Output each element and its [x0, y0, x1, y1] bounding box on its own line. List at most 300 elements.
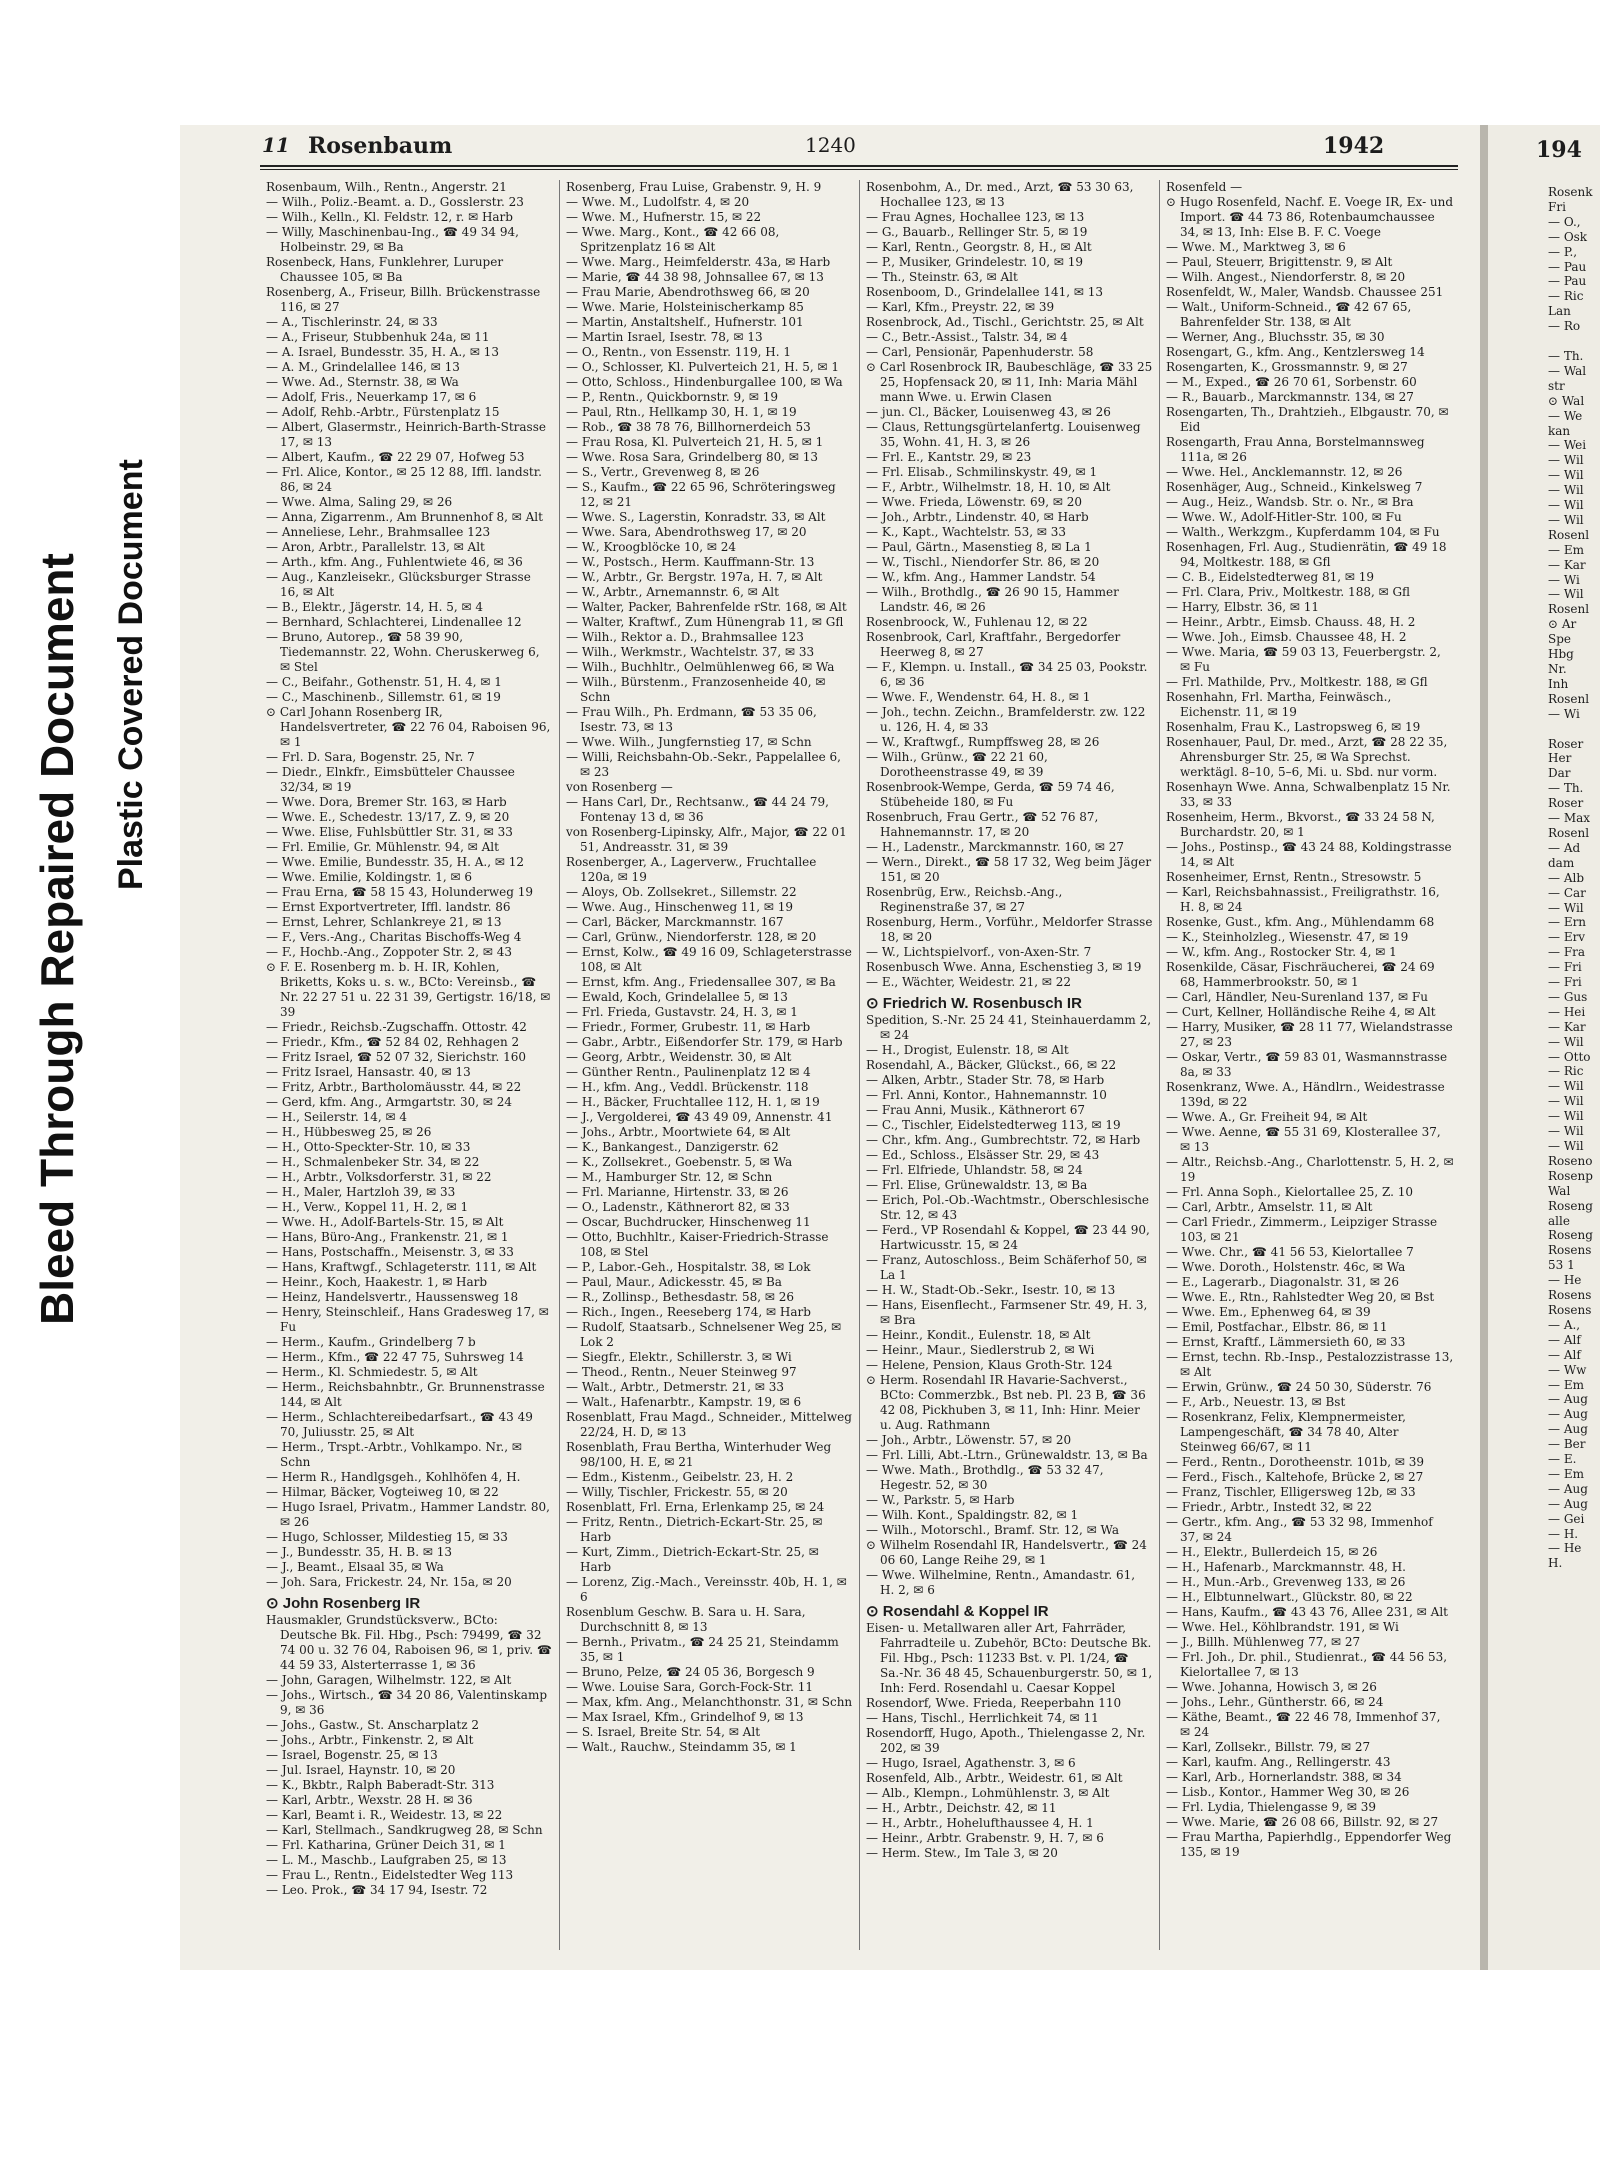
next-page-fragment	[1548, 334, 1600, 349]
directory-entry: Rosenheimer, Ernst, Rentn., Stresowstr. 5	[1166, 870, 1422, 884]
directory-entry: — Georg, Arbtr., Weidenstr. 30, ✉ Alt	[566, 1050, 792, 1064]
directory-entry: — Wwe. Dora, Bremer Str. 163, ✉ Harb	[266, 795, 507, 809]
directory-entry: — Willi, Reichsbahn-Ob.-Sekr., Pappelallee 6, ✉ 23	[566, 750, 841, 779]
directory-entry: — H., Elektr., Bullerdeich 15, ✉ 26	[1166, 1545, 1378, 1559]
directory-entry: — Walt., Uniform-Schneid., ☎ 42 67 65, Bahrenfelder Str. 138, ✉ Alt	[1166, 300, 1412, 329]
directory-entry: — Frl. D. Sara, Bogenstr. 25, Nr. 7	[266, 750, 475, 764]
next-page-fragment: — Alb	[1548, 870, 1584, 885]
directory-entry: — Walt., Hafenarbtr., Kampstr. 19, ✉ 6	[566, 1395, 802, 1409]
stamp-bleed-through: Bleed Through Repaired Document	[31, 553, 83, 1325]
next-page-fragment: — Wil	[1548, 483, 1584, 498]
directory-entry: — R., Zollinsp., Bethesdastr. 58, ✉ 26	[566, 1290, 795, 1304]
directory-entry: — Ernst Exportvertreter, Iffl. landstr. 86	[266, 900, 511, 914]
directory-entry: — Ernst, Kolw., ☎ 49 16 09, Schlageterstrasse 108, ✉ Alt	[566, 945, 852, 974]
directory-entry: — Frau L., Rentn., Eidelstedter Weg 113	[266, 1868, 514, 1882]
directory-entry: — Walt., Arbtr., Detmerstr. 21, ✉ 33	[566, 1380, 784, 1394]
next-page-fragment: — He	[1548, 1541, 1582, 1556]
directory-entry: Rosenhauer, Paul, Dr. med., Arzt, ☎ 28 22 35, Ahrensburger Str. 25, ✉ Wa Sprechst. werktägl. 8–10, 5–6, Mi. u. Sbd. nur vorm.	[1166, 735, 1448, 779]
directory-entry: Rosenburg, Herm., Vorführ., Meldorfer Strasse 18, ✉ 20	[866, 915, 1153, 944]
next-page-fragment: — Wil	[1548, 1139, 1584, 1153]
next-page-fragment: — Em	[1548, 542, 1584, 557]
directory-entry: — Joh., Arbtr., Lindenstr. 40, ✉ Harb	[866, 510, 1089, 524]
directory-entry: ⊙ Rosendahl & Koppel IR	[866, 1603, 1049, 1620]
directory-entry: — Herm., Trspt.-Arbtr., Vohlkampo. Nr., ✉ Schn	[266, 1440, 522, 1469]
directory-entry: — Emil, Postfachar., Elbstr. 86, ✉ 11	[1166, 1320, 1388, 1334]
directory-entry: — Siegfr., Elektr., Schillerstr. 3, ✉ Wi	[566, 1350, 792, 1364]
next-page-fragment: — Gus	[1548, 989, 1588, 1004]
directory-entry: — W., kfm. Ang., Hammer Landstr. 54	[866, 570, 1096, 584]
directory-entry: — Frau Agnes, Hochallee 123, ✉ 13	[866, 210, 1085, 224]
directory-entry: — Lisb., Kontor., Hammer Weg 30, ✉ 26	[1166, 1785, 1410, 1799]
next-page-fragment: Wal	[1548, 1183, 1571, 1198]
next-page-fragment: Spe	[1548, 632, 1572, 647]
directory-entry: — K., Bkbtr., Ralph Baberadt-Str. 313	[266, 1778, 495, 1792]
next-page-fragment: — Aug	[1548, 1422, 1588, 1437]
directory-entry: ⊙ Herm. Rosendahl IR Havarie-Sachverst., BCto: Commerzbk., Bst neb. Pl. 23 B, ☎ 36 42 08, Pickhuben 3, ✉ 11, Inh: Hinr. Meier u. Aug. Rathmann	[866, 1373, 1146, 1432]
next-page-fragment: — Ric	[1548, 1064, 1584, 1079]
directory-entry: — Heinr., Maur., Siedlerstrub 2, ✉ Wi	[866, 1343, 1095, 1357]
directory-entry: — Joh., techn. Zeichn., Bramfelderstr. zw. 122 u. 126, H. 4, ✉ 33	[866, 705, 1146, 734]
directory-entry: — Anneliese, Lehr., Brahmsallee 123	[266, 525, 491, 539]
next-page-fragment: — Wil	[1548, 900, 1584, 915]
directory-entry: — Wilh., Grünw., ☎ 22 21 60, Dorotheenstrasse 49, ✉ 39	[866, 750, 1048, 779]
directory-entry: — Leo. Prok., ☎ 34 17 94, Isestr. 72	[266, 1883, 488, 1897]
next-page-fragment: — Ro	[1548, 319, 1581, 334]
directory-entry: — Wwe. Hel., Ancklemannstr. 12, ✉ 26	[1166, 465, 1403, 479]
directory-entry: — Walter, Kraftwf., Zum Hünengrab 11, ✉ Gfl	[566, 615, 844, 629]
next-page-fragment: kan	[1548, 423, 1571, 438]
directory-entry: — M., Hamburger Str. 12, ✉ Schn	[566, 1170, 773, 1184]
next-page-fragment: — Wil	[1548, 512, 1584, 527]
directory-entry: Rosendorf, Wwe. Frieda, Reeperbahn 110	[866, 1696, 1122, 1710]
directory-entry: — Wwe. Joh., Eimsb. Chaussee 48, H. 2	[1166, 630, 1407, 644]
directory-entry: — Frl. Anna Soph., Kielortallee 25, Z. 10	[1166, 1185, 1414, 1199]
directory-columns	[260, 180, 1460, 1950]
next-page-fragment: — O.,	[1548, 214, 1581, 229]
directory-entry: — Wilh., Werkmstr., Wachtelstr. 37, ✉ 33	[566, 645, 815, 659]
directory-entry: — Arth., kfm. Ang., Fuhlentwiete 46, ✉ 36	[266, 555, 523, 569]
directory-entry: — Wwe. Johanna, Howisch 3, ✉ 26	[1166, 1680, 1377, 1694]
directory-entry: — W., Parkstr. 5, ✉ Harb	[866, 1493, 1015, 1507]
directory-entry: — Fritz, Arbtr., Bartholomäusstr. 44, ✉ 22	[266, 1080, 522, 1094]
directory-entry: — W., Postsch., Herm. Kauffmann-Str. 13	[566, 555, 815, 569]
directory-entry: — Carl, Pensionär, Papenhuderstr. 58	[866, 345, 1094, 359]
directory-entry: Rosenbeck, Hans, Funklehrer, Luruper Chaussee 105, ✉ Ba	[266, 255, 504, 284]
directory-entry: Rosenbrook, Carl, Kraftfahr., Bergedorfer Heerweg 8, ✉ 27	[866, 630, 1121, 659]
directory-entry: — A. M., Grindelallee 146, ✉ 13	[266, 360, 460, 374]
directory-entry: — O., Rentn., von Essenstr. 119, H. 1	[566, 345, 791, 359]
document-page	[180, 125, 1480, 1970]
directory-entry: Rosenbrüg, Erw., Reichsb.-Ang., Reginenstraße 37, ✉ 27	[866, 885, 1063, 914]
directory-entry: — Herm R., Handlgsgeh., Kohlhöfen 4, H.	[266, 1470, 521, 1484]
next-page-fragment: ⊙ Wal	[1548, 393, 1585, 408]
directory-entry: — Claus, Rettungsgürtelanfertg. Louisenweg 35, Wohn. 41, H. 3, ✉ 26	[866, 420, 1141, 449]
directory-entry: — Oscar, Buchdrucker, Hinschenweg 11	[566, 1215, 811, 1229]
directory-entry: — H., Seilerstr. 14, ✉ 4	[266, 1110, 407, 1124]
directory-entry: ⊙ Wilhelm Rosendahl IR, Handelsvertr., ☎ 24 06 60, Lange Reihe 29, ✉ 1	[866, 1538, 1147, 1567]
directory-entry: ⊙ Carl Johann Rosenberg IR, Handelsvertreter, ☎ 22 76 04, Raboisen 96, ✉ 1	[266, 705, 551, 749]
next-page-fragment: ⊙ Ar	[1548, 617, 1577, 632]
directory-entry: Rosenblatt, Frau Magd., Schneider., Mittelweg 22/24, H. D, ✉ 13	[566, 1410, 852, 1439]
directory-entry: — Hilmar, Bäcker, Vogteiweg 10, ✉ 22	[266, 1485, 499, 1499]
next-page-fragment: — A.,	[1548, 1317, 1581, 1332]
directory-entry: — Curt, Kellner, Holländische Reihe 4, ✉ Alt	[1166, 1005, 1436, 1019]
next-page-fragment: — Em	[1548, 1466, 1584, 1481]
directory-entry: — John, Garagen, Wilhelmstr. 122, ✉ Alt	[266, 1673, 512, 1687]
header-rule	[260, 165, 1458, 167]
directory-entry: — Aug., Kanzleisekr., Glücksburger Strasse 16, ✉ Alt	[266, 570, 531, 599]
directory-entry: — Frau Anni, Musik., Käthnerort 67	[866, 1103, 1085, 1117]
next-page-fragment: — Ber	[1548, 1437, 1586, 1452]
directory-entry: — Karl, Beamt i. R., Weidestr. 13, ✉ 22	[266, 1808, 503, 1822]
directory-entry: — Wwe. Aug., Hinschenweg 11, ✉ 19	[566, 900, 794, 914]
directory-entry: Rosenhahn, Frl. Martha, Feinwäsch., Eichenstr. 11, ✉ 19	[1166, 690, 1392, 719]
directory-entry: — A. Israel, Bundesstr. 35, H. A., ✉ 13	[266, 345, 499, 359]
directory-entry: — Willy, Tischler, Frickestr. 55, ✉ 20	[566, 1485, 788, 1499]
directory-entry: — Karl, Rentn., Georgstr. 8, H., ✉ Alt	[866, 240, 1092, 254]
directory-entry: — S., Kaufm., ☎ 22 65 96, Schröteringsweg 12, ✉ 21	[566, 480, 836, 509]
directory-entry: — Ferd., VP Rosendahl & Koppel, ☎ 23 44 90, Hartwicusstr. 15, ✉ 24	[866, 1223, 1150, 1252]
directory-entry: — Günther Rentn., Paulinenplatz 12 ✉ 4	[566, 1065, 811, 1079]
directory-entry: — Carl Friedr., Zimmerm., Leipziger Strasse 103, ✉ 21	[1166, 1215, 1438, 1244]
directory-entry: Rosenfeld —	[1166, 180, 1243, 194]
directory-entry: — Wern., Direkt., ☎ 58 17 32, Weg beim Jäger 151, ✉ 20	[866, 855, 1152, 884]
next-page-fragment: Inh	[1548, 676, 1569, 691]
directory-entry: Rosenhäger, Aug., Schneid., Kinkelsweg 7	[1166, 480, 1423, 494]
directory-entry: — R., Bauarb., Marckmannstr. 134, ✉ 27	[1166, 390, 1414, 404]
directory-entry: — Harry, Musiker, ☎ 28 11 77, Wielandstrasse 27, ✉ 23	[1166, 1020, 1453, 1049]
directory-entry: — Aron, Arbtr., Parallelstr. 13, ✉ Alt	[266, 540, 485, 554]
next-page-fragment: Rosenl	[1548, 602, 1590, 617]
directory-entry: — Hugo, Israel, Agathenstr. 3, ✉ 6	[866, 1756, 1076, 1770]
directory-entry: Rosendorff, Hugo, Apoth., Thielengasse 2, Nr. 202, ✉ 39	[866, 1726, 1146, 1755]
directory-entry: — Frau Wilh., Ph. Erdmann, ☎ 53 35 06, Isestr. 73, ✉ 13	[566, 705, 817, 734]
directory-entry: — Alken, Arbtr., Stader Str. 78, ✉ Harb	[866, 1073, 1105, 1087]
directory-entry: — Rosenkranz, Felix, Klempnermeister, Lampengeschäft, ☎ 34 78 40, Alter Steinweg 66/67, ✉ 11	[1166, 1410, 1406, 1454]
directory-entry: — Karl, Arb., Hornerlandstr. 388, ✉ 34	[1166, 1770, 1402, 1784]
directory-entry: — Carl, Bäcker, Marckmannstr. 167	[566, 915, 784, 929]
directory-entry: Rosenboom, D., Grindelallee 141, ✉ 13	[866, 285, 1104, 299]
directory-entry: — Wwe. Emilie, Bundesstr. 35, H. A., ✉ 12	[266, 855, 525, 869]
next-page-fragment: Her	[1548, 751, 1572, 766]
directory-entry: — Martin Israel, Isestr. 78, ✉ 13	[566, 330, 763, 344]
next-page-fragment: — Ad	[1548, 840, 1581, 855]
directory-entry: Rosenberger, A., Lagerverw., Fruchtallee 120a, ✉ 19	[566, 855, 817, 884]
directory-entry: — W., Kraftwgf., Rumpffsweg 28, ✉ 26	[866, 735, 1100, 749]
directory-entry: — K., Steinholzleg., Wiesenstr. 47, ✉ 19	[1166, 930, 1409, 944]
next-page-fragment: — Hei	[1548, 1004, 1586, 1019]
directory-entry: — H., Elbtunnelwart., Glückstr. 80, ✉ 22	[1166, 1590, 1413, 1604]
directory-entry: Rosenheim, Herm., Bkvorst., ☎ 33 24 58 N, Burchardstr. 20, ✉ 1	[1166, 810, 1435, 839]
directory-entry: — E., Wächter, Weidestr. 21, ✉ 22	[866, 975, 1072, 989]
directory-entry: Rosenhayn Wwe. Anna, Schwalbenplatz 15 Nr. 33, ✉ 33	[1166, 780, 1451, 809]
next-page-fragment: Rosenk	[1548, 185, 1593, 199]
directory-entry: — Wilh., Rektor a. D., Brahmsallee 123	[566, 630, 804, 644]
directory-entry: — W., Arbtr., Arnemannstr. 6, ✉ Alt	[566, 585, 779, 599]
next-page-fragment: — Kar	[1548, 557, 1586, 572]
directory-entry: — Carl, Grünw., Niendorferstr. 128, ✉ 20	[566, 930, 817, 944]
directory-entry: — Lorenz, Zig.-Mach., Vereinsstr. 40b, H. 1, ✉ 6	[566, 1575, 847, 1604]
directory-entry: Rosenfeldt, W., Maler, Wandsb. Chaussee 251	[1166, 285, 1444, 299]
directory-entry: — Frl. Emilie, Gr. Mühlenstr. 94, ✉ Alt	[266, 840, 499, 854]
directory-entry: — A., Tischlerinstr. 24, ✉ 33	[266, 315, 438, 329]
directory-entry: Rosenhalm, Frau K., Lastropsweg 6, ✉ 19	[1166, 720, 1421, 734]
directory-entry: — H., Otto-Speckter-Str. 10, ✉ 33	[266, 1140, 471, 1154]
directory-entry: — Rob., ☎ 38 78 76, Billhornerdeich 53	[566, 420, 811, 434]
directory-entry: — H., Hafenarb., Marckmannstr. 48, H.	[1166, 1560, 1406, 1574]
next-page-fragment: — Wi	[1548, 706, 1580, 721]
directory-entry: — Ferd., Rentn., Dorotheenstr. 101b, ✉ 39	[1166, 1455, 1424, 1469]
directory-entry: — Frl. Marianne, Hirtenstr. 33, ✉ 26	[566, 1185, 789, 1199]
directory-entry: — Frl. Frieda, Gustavstr. 24, H. 3, ✉ 1	[566, 1005, 798, 1019]
next-page-fragment: Dar	[1548, 766, 1571, 781]
next-page-fragment: — Th.	[1548, 348, 1584, 363]
directory-entry: — Ewald, Koch, Grindelallee 5, ✉ 13	[566, 990, 788, 1004]
directory-entry: — Frau Martha, Papierhdlg., Eppendorfer Weg 135, ✉ 19	[1166, 1830, 1452, 1859]
next-page-fragment: — Ern	[1548, 915, 1587, 930]
directory-entry: — O., Ladenstr., Käthnerort 82, ✉ 33	[566, 1200, 790, 1214]
directory-entry: — Hans, Kaufm., ☎ 43 43 76, Allee 231, ✉ Alt	[1166, 1605, 1448, 1619]
directory-entry: — H., Bäcker, Fruchtallee 112, H. 1, ✉ 19	[566, 1095, 820, 1109]
directory-entry: — Hans, Büro-Ang., Frankenstr. 21, ✉ 1	[266, 1230, 509, 1244]
next-page-fragment: Roser	[1548, 796, 1584, 811]
next-page-fragment: Rosens	[1548, 1243, 1592, 1258]
directory-entry: — Frl. Anni, Kontor., Hahnemannstr. 10	[866, 1088, 1107, 1102]
directory-entry: — Oskar, Vertr., ☎ 59 83 01, Wasmannstrasse 8a, ✉ 33	[1166, 1050, 1448, 1079]
directory-entry: — Frl. Katharina, Grüner Deich 31, ✉ 1	[266, 1838, 506, 1852]
directory-entry: — Aloys, Ob. Zollsekret., Sillemstr. 22	[566, 885, 797, 899]
directory-entry: — Wwe. S., Lagerstin, Konradstr. 33, ✉ Alt	[566, 510, 826, 524]
directory-entry: — G., Bauarb., Rellinger Str. 5, ✉ 19	[866, 225, 1088, 239]
directory-entry: — Frl. Lydia, Thielengasse 9, ✉ 39	[1166, 1800, 1376, 1814]
next-page-fragment: 53 1	[1548, 1258, 1575, 1273]
directory-entry: — Carl, Händler, Neu-Surenland 137, ✉ Fu	[1166, 990, 1428, 1004]
next-page-fragment: — Wil	[1548, 498, 1584, 513]
directory-entry: — C., Maschinenb., Sillemstr. 61, ✉ 19	[266, 690, 501, 704]
directory-entry: — Herm., Kfm., ☎ 22 47 75, Suhrsweg 14	[266, 1350, 524, 1364]
directory-entry: — Helene, Pension, Klaus Groth-Str. 124	[866, 1358, 1113, 1372]
next-page-fragment: Rosens	[1548, 1288, 1592, 1303]
next-page-fragment: — Otto	[1548, 1049, 1591, 1064]
next-page-fragment	[1548, 722, 1600, 737]
directory-entry: Rosenblum Geschw. B. Sara u. H. Sara, Durchschnitt 8, ✉ 13	[566, 1605, 806, 1634]
next-page-fragment: Rosenl	[1548, 691, 1590, 706]
directory-entry: — Heinz, Handelsvertr., Haussensweg 18	[266, 1290, 519, 1304]
directory-entry: — Frl. Alice, Kontor., ✉ 25 12 88, Iffl. landstr. 86, ✉ 24	[266, 465, 542, 494]
directory-entry: ⊙ F. E. Rosenberg m. b. H. IR, Kohlen, Briketts, Koks u. s. w., BCto: Vereinsb., ☎ Nr. 22 27 51 u. 22 31 39, Gertigstr. 16/18, ✉ 39	[266, 960, 551, 1019]
directory-entry: — Wwe. Math., Brothdlg., ☎ 53 32 47, Hegestr. 52, ✉ 30	[866, 1463, 1104, 1492]
next-page-fragment: Roseno	[1548, 1153, 1593, 1168]
directory-entry: — C. B., Eidelstedterweg 81, ✉ 19	[1166, 570, 1375, 584]
directory-entry: Rosenblath, Frau Bertha, Winterhuder Weg 98/100, H. E, ✉ 21	[566, 1440, 832, 1469]
directory-entry: — H., Arbtr., Hohelufthaussee 4, H. 1	[866, 1816, 1094, 1830]
directory-entry: ⊙ Carl Rosenbrock IR, Baubeschläge, ☎ 33 25 25, Hopfensack 20, ✉ 11, Inh: Maria Mähl mann Wwe. u. Erwin Clasen	[866, 360, 1153, 404]
directory-entry: — Wwe. Wilhelmine, Rentn., Amandastr. 61, H. 2, ✉ 6	[866, 1568, 1136, 1597]
directory-entry: — Wwe. W., Adolf-Hitler-Str. 100, ✉ Fu	[1166, 510, 1402, 524]
directory-entry: — Wilh., Motorschl., Bramf. Str. 12, ✉ Wa	[866, 1523, 1120, 1537]
directory-entry: — P., Rentn., Quickbornstr. 9, ✉ 19	[566, 390, 778, 404]
directory-entry: — Heinr., Arbtr. Grabenstr. 9, H. 7, ✉ 6	[866, 1831, 1104, 1845]
next-page-fragment: — Wil	[1548, 1124, 1584, 1139]
directory-entry: ⊙ Hugo Rosenfeld, Nachf. E. Voege IR, Ex- und Import. ☎ 44 73 86, Rotenbaumchaussee 34, ✉ 13, Inh: Else B. F. C. Voege	[1166, 195, 1454, 239]
next-page-fragment: — Kar	[1548, 1019, 1586, 1034]
directory-entry: Rosenfeld, Alb., Arbtr., Weidestr. 61, ✉ Alt	[866, 1771, 1123, 1785]
directory-entry: — Frau Rosa, Kl. Pulverteich 21, H. 5, ✉ 1	[566, 435, 824, 449]
directory-entry: — Ernst, techn. Rb.-Insp., Pestalozzistrasse 13, ✉ Alt	[1166, 1350, 1454, 1379]
directory-entry: — Harry, Elbstr. 36, ✉ 11	[1166, 600, 1320, 614]
directory-entry: — Max, kfm. Ang., Melanchthonstr. 31, ✉ Schn	[566, 1695, 853, 1709]
directory-entry: — Frl. Mathilde, Prv., Moltkestr. 188, ✉ Gfl	[1166, 675, 1428, 689]
directory-entry: — P., Musiker, Grindelestr. 10, ✉ 19	[866, 255, 1084, 269]
directory-entry: — Karl, Stellmach., Sandkrugweg 28, ✉ Schn	[266, 1823, 543, 1837]
next-page-fragments	[1548, 185, 1600, 1571]
directory-entry: — Frau Erna, ☎ 58 15 43, Holunderweg 19	[266, 885, 534, 899]
directory-entry: — Gabr., Arbtr., Eißendorfer Str. 179, ✉ Harb	[566, 1035, 843, 1049]
next-page-fragment: str	[1548, 378, 1565, 393]
directory-entry: — Paul, Gärtn., Masenstieg 8, ✉ La 1	[866, 540, 1092, 554]
directory-entry: — Joh., Arbtr., Löwenstr. 57, ✉ 20	[866, 1433, 1072, 1447]
next-page-fragment: — Fra	[1548, 945, 1586, 960]
directory-column-2	[560, 180, 860, 1950]
directory-entry: Rosengart, G., kfm. Ang., Kentzlersweg 14	[1166, 345, 1425, 359]
directory-entry: — Wwe. Chr., ☎ 41 56 53, Kielortallee 7	[1166, 1245, 1414, 1259]
directory-entry: — Frau Marie, Abendrothsweg 66, ✉ 20	[566, 285, 810, 299]
directory-entry: — Hugo Israel, Privatm., Hammer Landstr. 80, ✉ 26	[266, 1500, 550, 1529]
directory-entry: — Ernst, Kraftf., Lämmersieth 60, ✉ 33	[1166, 1335, 1406, 1349]
directory-entry: — L. M., Maschb., Laufgraben 25, ✉ 13	[266, 1853, 507, 1867]
next-page-fragment: — Gei	[1548, 1511, 1585, 1526]
directory-entry: — Wwe. F., Wendenstr. 64, H. 8., ✉ 1	[866, 690, 1091, 704]
next-page-fragment: — Wil	[1548, 1094, 1584, 1109]
next-page-fragment: — Car	[1548, 885, 1586, 900]
directory-entry: — Karl, kaufm. Ang., Rellingerstr. 43	[1166, 1755, 1391, 1769]
directory-entry: — Heinr., Arbtr., Eimsb. Chauss. 48, H. 2	[1166, 615, 1416, 629]
next-page-fragment: — Wil	[1548, 1079, 1584, 1094]
directory-entry: — Werner, Ang., Bluchsstr. 35, ✉ 30	[1166, 330, 1385, 344]
directory-entry: — Joh. Sara, Frickestr. 24, Nr. 15a, ✉ 20	[266, 1575, 512, 1589]
directory-entry: — Erich, Pol.-Ob.-Wachtmstr., Oberschlesische Str. 12, ✉ 43	[866, 1193, 1150, 1222]
next-page-fragment: — P.,	[1548, 244, 1578, 259]
directory-entry: — Alb., Klempn., Lohmühlenstr. 3, ✉ Alt	[866, 1786, 1110, 1800]
directory-entry: — Frl. E., Kantstr. 29, ✉ 23	[866, 450, 1032, 464]
directory-entry: — W., Arbtr., Gr. Bergstr. 197a, H. 7, ✉ Alt	[566, 570, 823, 584]
directory-entry: — Fritz Israel, Hansastr. 40, ✉ 13	[266, 1065, 471, 1079]
directory-entry: — Albert, Glasermstr., Heinrich-Barth-Strasse 17, ✉ 13	[266, 420, 546, 449]
directory-entry: — Wwe. Marie, ☎ 26 08 66, Billstr. 92, ✉ 27	[1166, 1815, 1439, 1829]
stamp-plastic-covered: Plastic Covered Document	[112, 459, 150, 890]
directory-entry: — Wilh., Poliz.-Beamt. a. D., Gosslerstr. 23	[266, 195, 524, 209]
directory-entry: — W., Tischl., Niendorfer Str. 86, ✉ 20	[866, 555, 1100, 569]
directory-entry: — Wwe. Em., Ephenweg 64, ✉ 39	[1166, 1305, 1371, 1319]
page-number: 1240	[805, 133, 856, 157]
directory-entry: — Hans, Tischl., Herrlichkeit 74, ✉ 11	[866, 1711, 1099, 1725]
directory-entry: — K., Zollsekret., Goebenstr. 5, ✉ Wa	[566, 1155, 793, 1169]
next-page-fragment: — Wil	[1548, 453, 1584, 468]
next-page-fragment: Lan	[1548, 304, 1571, 319]
directory-entry: — J., Vergolderei, ☎ 43 49 09, Annenstr. 41	[566, 1110, 833, 1124]
directory-entry: — Wwe. Marg., Kont., ☎ 42 66 08, Spritzenplatz 16 ✉ Alt	[566, 225, 780, 254]
directory-entry: — Wwe. Ad., Sternstr. 38, ✉ Wa	[266, 375, 459, 389]
directory-entry: — Herm., Kaufm., Grindelberg 7 b	[266, 1335, 476, 1349]
directory-entry: — Jul. Israel, Haynstr. 10, ✉ 20	[266, 1763, 456, 1777]
directory-entry: — Wilh., Kelln., Kl. Feldstr. 12, r. ✉ Harb	[266, 210, 513, 224]
directory-entry: — Ed., Schloss., Elsässer Str. 29, ✉ 43	[866, 1148, 1100, 1162]
next-page-fragment: — Fri	[1548, 960, 1582, 975]
page-header	[180, 125, 1480, 167]
directory-entry: — H., Arbtr., Deichstr. 42, ✉ 11	[866, 1801, 1057, 1815]
section-number: 11	[262, 133, 290, 157]
directory-entry: — H. W., Stadt-Ob.-Sekr., Isestr. 10, ✉ 13	[866, 1283, 1116, 1297]
directory-entry: Rosenkranz, Wwe. A., Händlrn., Weidestrasse 139d, ✉ 22	[1166, 1080, 1445, 1109]
directory-entry: Rosenkilde, Cäsar, Fischräucherei, ☎ 24 69 68, Hammerbrookstr. 50, ✉ 1	[1166, 960, 1435, 989]
directory-entry: — Wwe. M., Ludolfstr. 4, ✉ 20	[566, 195, 750, 209]
directory-entry: — F., Hochb.-Ang., Zoppoter Str. 2, ✉ 43	[266, 945, 513, 959]
directory-entry: — Theod., Rentn., Neuer Steinweg 97	[566, 1365, 797, 1379]
directory-entry: — Walth., Werkzgm., Kupferdamm 104, ✉ Fu	[1166, 525, 1440, 539]
directory-entry: — Fritz, Rentn., Dietrich-Eckart-Str. 25, ✉ Harb	[566, 1515, 823, 1544]
directory-entry: — Johs., Postinsp., ☎ 43 24 88, Koldingstrasse 14, ✉ Alt	[1166, 840, 1452, 869]
directory-entry: — Franz, Autoschloss., Beim Schäferhof 50, ✉ La 1	[866, 1253, 1147, 1282]
next-page-fragment: — Wil	[1548, 1109, 1584, 1124]
directory-entry: — Wwe. Elise, Fuhlsbüttler Str. 31, ✉ 33	[266, 825, 513, 839]
directory-entry: — O., Schlosser, Kl. Pulverteich 21, H. 5, ✉ 1	[566, 360, 840, 374]
directory-entry: — Frl. Joh., Dr. phil., Studienrat., ☎ 44 56 53, Kielortallee 7, ✉ 13	[1166, 1650, 1448, 1679]
directory-entry: — F., Vers.-Ang., Charitas Bischoffs-Weg 4	[266, 930, 522, 944]
next-page-fragment: — Ww	[1548, 1362, 1587, 1377]
directory-entry: Rosenbusch Wwe. Anna, Eschenstieg 3, ✉ 19	[866, 960, 1142, 974]
directory-entry: — Willy, Maschinenbau-Ing., ☎ 49 34 94, Holbeinstr. 29, ✉ Ba	[266, 225, 519, 254]
page-gutter	[1480, 125, 1488, 1970]
directory-entry: — Wwe. M., Hufnerstr. 15, ✉ 22	[566, 210, 762, 224]
next-page-fragment: Hbg	[1548, 647, 1574, 662]
directory-entry: — Edm., Kistenm., Geibelstr. 23, H. 2	[566, 1470, 794, 1484]
directory-entry: — Carl, Arbtr., Amselstr. 11, ✉ Alt	[1166, 1200, 1373, 1214]
directory-entry: ⊙ John Rosenberg IR	[266, 1595, 421, 1612]
next-page-fragment: — Wil	[1548, 587, 1584, 602]
directory-entry: — J., Beamt., Elsaal 35, ✉ Wa	[266, 1560, 444, 1574]
next-page-fragment: — Osk	[1548, 229, 1588, 244]
year-label: 1942	[1323, 133, 1385, 159]
directory-entry: — Karl, Arbtr., Wexstr. 28 H. ✉ 36	[266, 1793, 473, 1807]
next-page-fragment: — Alf	[1548, 1332, 1581, 1347]
directory-entry: — Ernst, kfm. Ang., Friedensallee 307, ✉ Ba	[566, 975, 836, 989]
directory-entry: — Wilh., Brothdlg., ☎ 26 90 15, Hammer Landstr. 46, ✉ 26	[866, 585, 1119, 614]
directory-entry: — Wwe. Emilie, Koldingstr. 1, ✉ 6	[266, 870, 472, 884]
next-page-fragment: H.	[1548, 1556, 1563, 1571]
directory-entry: — Karl, Reichsbahnassist., Freiligrathstr. 16, H. 8, ✉ 24	[1166, 885, 1440, 914]
next-page-header: 194	[1536, 137, 1582, 163]
next-page-fragment: — Wei	[1548, 438, 1587, 453]
directory-entry: — Johs., Lehr., Güntherstr. 66, ✉ 24	[1166, 1695, 1384, 1709]
directory-entry: — Gerd, kfm. Ang., Armgartstr. 30, ✉ 24	[266, 1095, 513, 1109]
directory-entry: — Hugo, Schlosser, Mildestieg 15, ✉ 33	[266, 1530, 508, 1544]
directory-entry: — K., Kapt., Wachtelstr. 53, ✉ 33	[866, 525, 1067, 539]
directory-entry: — Bruno, Pelze, ☎ 24 05 36, Borgesch 9	[566, 1665, 815, 1679]
directory-entry: Spedition, S.-Nr. 25 24 41, Steinhauerdamm 2, ✉ 24	[866, 1013, 1152, 1042]
directory-entry: — S. Israel, Breite Str. 54, ✉ Alt	[566, 1725, 761, 1739]
directory-entry: — Wilh. Kont., Spaldingstr. 82, ✉ 1	[866, 1508, 1079, 1522]
directory-entry: — Heinr., Kondit., Eulenstr. 18, ✉ Alt	[866, 1328, 1091, 1342]
directory-entry: — E., Lagerarb., Diagonalstr. 31, ✉ 26	[1166, 1275, 1399, 1289]
directory-entry: — Frl. Lilli, Abt.-Ltrn., Grünewaldstr. 13, ✉ Ba	[866, 1448, 1148, 1462]
directory-entry: — H., Mun.-Arb., Grevenweg 133, ✉ 26	[1166, 1575, 1406, 1589]
next-page-fragment: — Aug	[1548, 1496, 1588, 1511]
directory-entry: — Adolf, Rehb.-Arbtr., Fürstenplatz 15	[266, 405, 500, 419]
directory-entry: — C., Tischler, Eidelstedterweg 113, ✉ 19	[866, 1118, 1121, 1132]
directory-entry: — Wwe. Frieda, Löwenstr. 69, ✉ 20	[866, 495, 1082, 509]
directory-entry: — Wwe. E., Rtn., Rahlstedter Weg 20, ✉ Bst	[1166, 1290, 1435, 1304]
directory-entry: — Bruno, Autorep., ☎ 58 39 90, Tiedemannstr. 22, Wohn. Cheruskerweg 6, ✉ Stel	[266, 630, 540, 674]
